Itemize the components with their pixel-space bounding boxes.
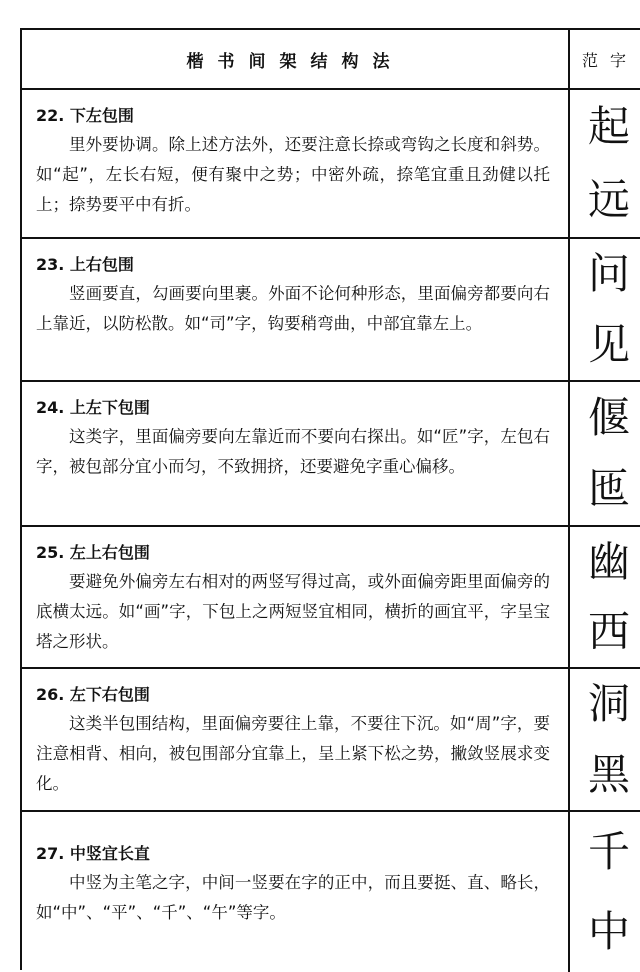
section-text: 这类字，里面偏旁要向左靠近而不要向右探出。如“匠”字，左包右字，被包部分宜小而匀，不致拥挤，还要避免字重心偏移。 <box>36 427 550 476</box>
section-22 <box>22 90 568 239</box>
section-25 <box>22 527 568 669</box>
sample-char: 远 <box>587 175 630 225</box>
sample-chars-23 <box>568 239 640 382</box>
sample-chars-24 <box>568 382 640 527</box>
section-title: 24. 上左下包围 <box>36 398 150 417</box>
section-23 <box>22 239 568 382</box>
sample-chars-25 <box>568 527 640 669</box>
sample-char: 千 <box>587 827 630 876</box>
section-text: 里外要协调。除上述方法外，还要注意长捺或弯钩之长度和斜势。如“起”，左长右短，便有聚中之势；中密外疏，捺笔宜重且劲健以托上；捺势要平中有折。 <box>36 135 550 214</box>
section-24 <box>22 382 568 527</box>
structure-table <box>20 28 640 970</box>
section-text: 要避免外偏旁左右相对的两竖写得过高，或外面偏旁距里面偏旁的底横太远。如“画”字，下包上之两短竖宜相同，横折的画宜平，字呈宝塔之形状。 <box>36 572 550 651</box>
section-title: 27. 中竖宜长直 <box>36 844 150 863</box>
sample-char: 见 <box>587 319 630 369</box>
sample-char: 起 <box>587 101 630 151</box>
sample-char: 偃 <box>587 392 630 442</box>
sample-chars-27 <box>568 812 640 972</box>
sample-char: 中 <box>587 907 630 956</box>
section-text: 中竖为主笔之字，中间一竖要在字的正中，而且要挺、直、略长，如“中”、“平”、“千”、“午”等字。 <box>36 873 550 922</box>
sample-char: 黑 <box>587 749 630 799</box>
section-title: 26. 左下右包围 <box>36 685 150 704</box>
table-header-samples: 范字 <box>568 30 640 90</box>
sample-chars-26 <box>568 669 640 812</box>
sample-chars-22 <box>568 90 640 239</box>
section-title: 23. 上右包围 <box>36 255 134 274</box>
sample-char: 洞 <box>587 679 630 729</box>
section-title: 22. 下左包围 <box>36 106 134 125</box>
section-text: 竖画要直，勾画要向里裹。外面不论何种形态，里面偏旁都要向右上靠近，以防松散。如“司”字，钩要稍弯曲，中部宜靠左上。 <box>36 284 550 333</box>
section-title: 25. 左上右包围 <box>36 543 150 562</box>
sample-char: 问 <box>587 249 630 299</box>
sample-char: 西 <box>587 607 630 656</box>
section-27 <box>22 812 568 972</box>
sample-char: 幽 <box>587 537 630 586</box>
table-header-title: 楷书间架结构法 <box>22 30 568 90</box>
section-text: 这类半包围结构，里面偏旁要往上靠，不要往下沉。如“周”字，要注意相背、相向，被包围部分宜靠上，呈上紧下松之势，撇敛竖展求变化。 <box>36 714 550 793</box>
sample-char: 匜 <box>587 464 630 514</box>
section-26 <box>22 669 568 812</box>
